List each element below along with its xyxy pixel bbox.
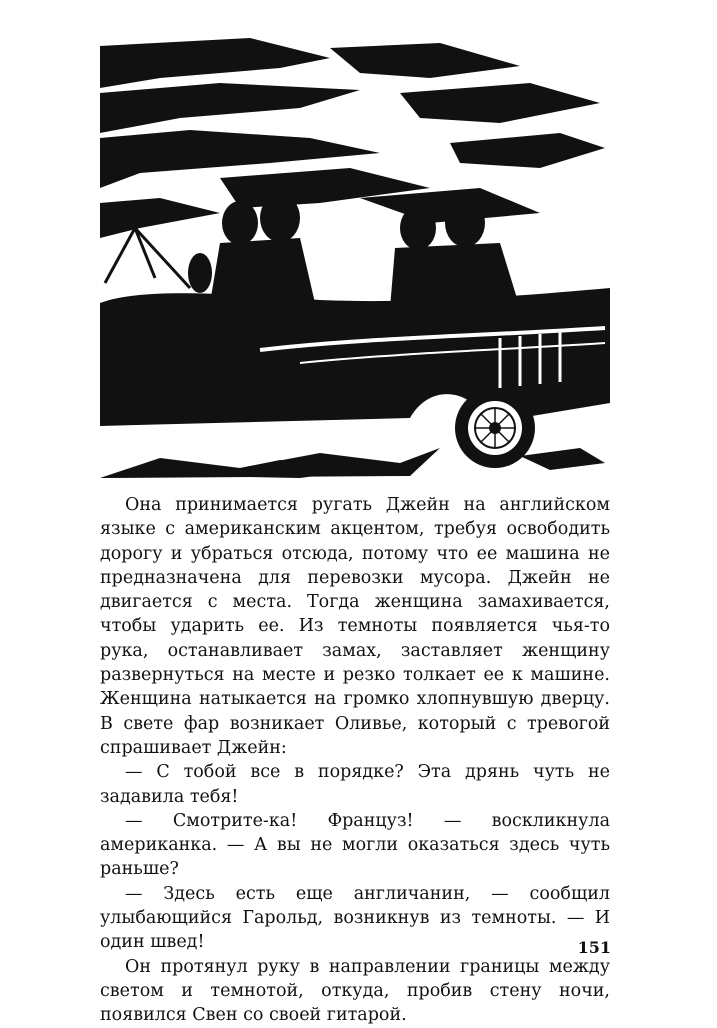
convertible-car-illustration [100,38,610,478]
paragraph: Она принимается ругать Джейн на английском языке с американским акцентом, требуя освободить дорогу и убраться отсюда, потому что ее машина не предназначена для перевозки мусора. Джейн не двигается с места. Тогда женщина замахивается, чтобы ударить ее. Из темноты появляется чья-то рука, останавливает замах, заставляет женщину развернуться на месте и резко толкает ее к машине. Женщина натыкается на громко хлопнувшую дверцу. В свете фар возникает Оливье, который с тревогой спрашивает Джейн: [100,495,610,758]
sky-strokes [100,38,605,238]
paragraph: Он протянул руку в направлении границы между светом и темнотой, откуда, пробив стену ночи, появился Свен со своей гитарой. [100,956,610,1026]
page-number: 151 [577,938,611,957]
paragraph: — С тобой все в порядке? Эта дрянь чуть не задавила тебя! [100,762,610,807]
car-body [100,288,610,426]
paragraph: — Смотрите-ка! Француз! — воскликнула американка. — А вы не могли оказаться здесь чуть раньше? [100,810,610,880]
paragraph: — Здесь есть еще англичанин, — сообщил улыбающийся Гарольд, возникнув из темноты. — И один швед! [100,883,610,953]
road-strokes [100,448,605,478]
windshield [105,228,190,288]
passengers [188,194,520,308]
body-text [100,493,610,1028]
